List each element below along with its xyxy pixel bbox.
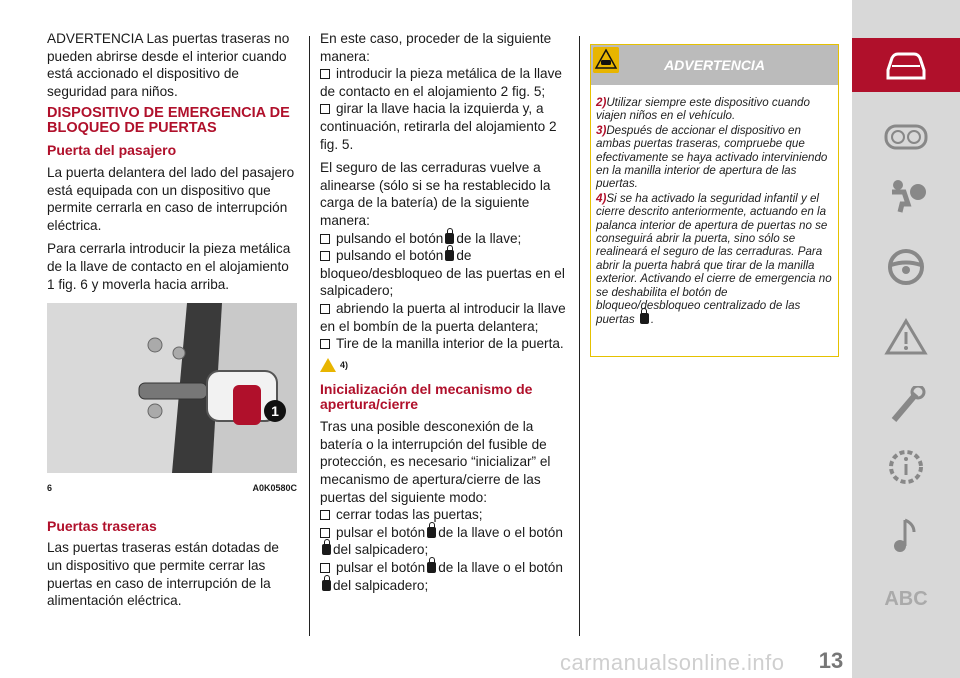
list-item [320,100,570,153]
list-item-text: de la llave o el botón [438,560,563,576]
warning-item [596,124,833,191]
warning-item [596,96,833,123]
door-lock-figure [47,303,297,473]
list-item-text: del salpicadero; [333,542,429,558]
sidebar-item-maintenance[interactable] [852,378,960,432]
list-item [320,335,570,353]
intro-warning-text: ADVERTENCIA Las puertas traseras no pueden abrirse desde el interior cuando está accionado el dispositivo de seguridad para niños. [47,31,290,99]
lock-icon [322,580,331,591]
lock-icon [322,544,331,555]
checkbox-bullet-icon [320,69,330,79]
warning-item-number: 3) [596,123,607,137]
list-item-text: Tire de la manilla interior de la puerta. [336,336,564,352]
checkbox-bullet-icon [320,528,330,538]
checkbox-bullet-icon [320,563,330,573]
list-item-text: de la llave o el botón [438,524,563,540]
warning-reference [320,357,570,375]
door-lock-illustration [47,303,297,473]
warning-item-text: Si se ha activado la seguridad infantil y el cierre descrito anteriormente, actuando en la palanca interior de apertura de puertas no se conseguirá abrir la puerta, sino sólo se realineará el seguro de las cerraduras. Para abrir la puerta habrá que tirar de la manilla exterior. Activando el cierre de emergencia no se deshabilita el botón de bloqueo/desbloqueo centralizado de las puertas [596,191,832,326]
lock-icon [427,562,436,573]
subtitle-passenger-door: Puerta del pasajero [47,142,177,159]
list-item-text: de bloqueo/desbloqueo de las puertas en el salpicadero; [320,248,565,299]
list-item-text: abriendo la puerta al introducir la llave en el bombín de la puerta delantera; [320,300,566,334]
warning-item-number: 4) [596,191,607,205]
warning-item-text: Después de accionar el dispositivo en ambas puertas traseras, compruebe que efectivamente se haya activado interviniendo en la manilla interior de apertura de las puertas. [596,123,828,191]
list-item-text: pulsando el botón [336,230,444,246]
chapter-sidebar [852,0,960,678]
warning-triangle-icon [882,318,930,356]
figure-number: 6 [47,483,53,494]
page-number: 13 [818,648,844,673]
list-item-text: cerrar todas las puertas; [336,507,483,523]
list-item [320,247,570,300]
warning-item-text: . [650,312,655,326]
warning-item-number: 2) [596,96,607,109]
warning-body [591,85,838,326]
warning-item-text: Utilizar siempre este dispositivo cuando viajen niños en el vehículo. [596,96,810,123]
seat-safety-icon [882,178,930,216]
column-divider [309,36,310,636]
list-item [320,506,570,524]
checkbox-bullet-icon [320,234,330,244]
steering-wheel-icon [882,248,930,286]
figure-code: A0K0580C [252,483,297,494]
list-item [320,524,570,559]
paragraph: La puerta delantera del lado del pasajero está equipada con un dispositivo que permite cerrarla en caso de interrupción eléctrica. [47,164,295,233]
figure-caption [47,480,297,498]
warning-triangle-icon [320,358,336,372]
column-1 [47,30,297,616]
dashboard-icon [882,118,930,156]
list-item [320,300,570,335]
paragraph: El seguro de las cerraduras vuelve a alinearse (sólo si se ha restablecido la carga de la batería) de la siguiente manera: [320,160,551,228]
subtitle-rear-doors: Puertas traseras [47,517,157,534]
checkbox-bullet-icon [320,339,330,349]
sidebar-item-specs[interactable] [852,440,960,494]
column-divider [579,36,580,636]
sidebar-item-dashboard[interactable] [852,110,960,164]
section-title-emergency-lock: DISPOSITIVO DE EMERGENCIA DE BLOQUEO DE PUERTAS [47,105,290,137]
sidebar-item-car[interactable] [852,38,960,92]
wrench-icon [882,386,930,424]
lock-icon [445,233,454,244]
checkbox-bullet-icon [320,251,330,261]
sidebar-item-multimedia[interactable] [852,508,960,562]
checkbox-bullet-icon [320,104,330,114]
list-item-text: pulsar el botón [336,560,426,576]
list-item [320,65,570,100]
list-item-text: pulsar el botón [336,524,426,540]
paragraph: Tras una posible desconexión de la batería o la interrupción del fusible de protección, es necesario “inicializar” el mecanismo de apertura/cierre de las puertas del siguiente modo: [320,419,551,505]
callout-number: 1 [271,403,279,420]
checkbox-bullet-icon [320,304,330,314]
gear-info-icon [882,448,930,486]
warning-header [591,45,838,85]
list-item [320,230,570,248]
list-item-text: pulsando el botón [336,248,444,264]
list-item [320,559,570,594]
lock-icon [640,313,649,324]
paragraph: Para cerrarla introducir la pieza metálica de la llave de contacto en el alojamiento 1 fig. 6 y moverla hacia arriba. [47,241,291,292]
list-item-text: de la llave; [456,230,522,246]
paragraph: Las puertas traseras están dotadas de un dispositivo que permite cerrar las puertas en caso de interrupción de la alimentación eléctrica. [47,540,279,609]
sidebar-item-driving[interactable] [852,240,960,294]
list-item-text: introducir la pieza metálica de la llave de contacto en el alojamiento 2 fig. 5; [320,66,562,99]
abc-label: ABC [884,587,928,610]
music-note-icon [882,516,930,554]
warning-box [590,44,839,357]
list-item-text: del salpicadero; [333,577,429,593]
paragraph: En este caso, proceder de la siguiente manera: [320,31,552,64]
section-title-initialization: Inicialización del mecanismo de apertura/cierre [320,381,533,413]
car-icon [882,46,930,84]
list-item-text: girar la llave hacia la izquierda y, a continuación, retirarla del alojamiento 2 fig. 5. [320,101,557,152]
warning-ref-number: 4) [340,359,349,370]
sidebar-item-index[interactable] [852,572,960,626]
warning-item [596,192,833,326]
sidebar-item-emergency[interactable] [852,310,960,364]
lock-icon [427,527,436,538]
checkbox-bullet-icon [320,510,330,520]
watermark: carmanualsonline.info [560,650,785,675]
sidebar-item-safety[interactable] [852,170,960,224]
warning-title: ADVERTENCIA [664,57,765,73]
lock-icon [445,250,454,261]
column-2 [320,30,570,594]
